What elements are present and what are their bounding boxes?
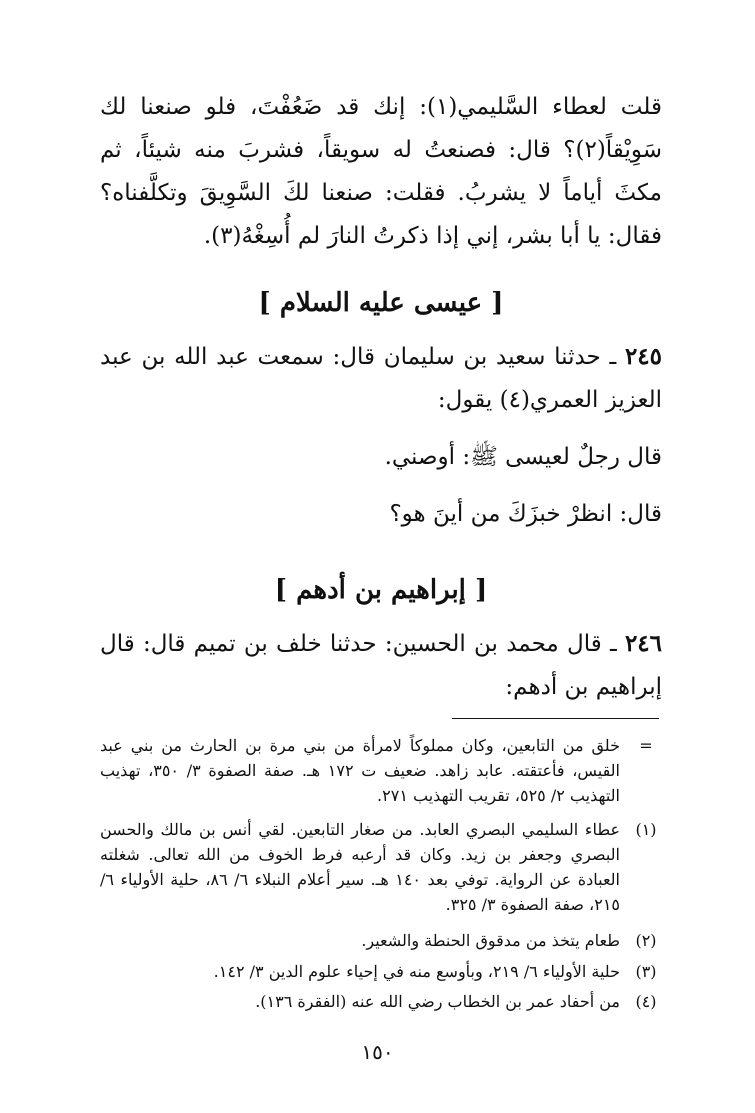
footnote-text: حلية الأولياء ٦/ ٢١٩، وبأوسع منه في إحياء علوم الدين ٣/ ١٤٢.: [213, 962, 620, 981]
hadith-245-line-3: قال: انظرْ خبزَكَ من أينَ هو؟: [389, 501, 662, 527]
footnote-text: طعام يتخذ من مدقوق الحنطة والشعير.: [361, 931, 620, 950]
paragraph-ata-sulaymi: قلت لعطاء السَّليمي(١): إنك قد ضَعُفْتَ، فلو صنعنا لك سَوِيْقاً(٢)؟ قال: فصنعتُ له سويقاً، فشربَ منه شيئاً، ثم مكثَ أياماً لا يشربُ. فقلت: صنعنا لكَ السَّوِيقَ وتكلَّفناه؟ فقال: يا أبا بشر، إني إذا ذكرتُ النارَ لم أُسِغْهُ(٣).: [100, 94, 662, 249]
footnote-1: [100, 817, 662, 917]
footnote-text: عطاء السليمي البصري العابد. من صغار التابعين. لقي أنس بن مالك والحسن البصري وجعفر بن زيد. وكان قد أرعبه فرط الخوف من الله تعالى. شغلته العبادة عن الرواية. توفي بعد ١٤٠ هـ. سير أعلام النبلاء ٦/ ٨٦، حلية الأولياء ٦/ ٢١٥، صفة الصفوة ٣/ ٣٢٥.: [100, 820, 620, 914]
hadith-number: ٢٤٦: [624, 630, 662, 657]
footnote-4: [100, 989, 662, 1014]
footnote-3: [100, 959, 662, 984]
hadith-number: ٢٤٥: [624, 343, 662, 370]
footnote-mark: (٤): [635, 992, 657, 1011]
footnote-mark: (٣): [635, 962, 657, 981]
footnote-text: من أحفاد عمر بن الخطاب رضي الله عنه (الفقرة ١٣٦).: [255, 992, 620, 1011]
section-heading-ibrahim: [ إبراهيم بن أدهم ]: [274, 575, 488, 605]
hadith-245-line-2: قال رجلٌ لعيسى ﷺ: أوصني.: [384, 444, 662, 470]
section-heading-isa: [ عيسى عليه السلام ]: [258, 288, 504, 318]
footnote-mark: (١): [635, 820, 657, 839]
footnote-separator: [452, 718, 659, 719]
footnote-2: [100, 928, 662, 953]
footnote-mark: =: [639, 736, 653, 755]
hadith-245: [100, 335, 662, 422]
hadith-text: ـ حدثنا سعيد بن سليمان قال: سمعت عبد الله بن عبد العزيز العمري(٤) يقول:: [100, 344, 662, 413]
footnote-continued: [100, 733, 662, 808]
footnote-mark: (٢): [635, 931, 657, 950]
footnote-text: خلق من التابعين، وكان مملوكاً لامرأة من بني مرة بن الحارث من بني عبد القيس، فأعتقته. عابد زاهد. ضعيف ت ١٧٢ هـ. صفة الصفوة ٣/ ٣٥٠، تهذيب التهذيب ٢/ ٥٢٥، تقريب التهذيب ٢٧١.: [100, 736, 620, 805]
hadith-246: [100, 622, 662, 709]
page-number: ١٥٠: [361, 1040, 394, 1064]
hadith-text: ـ قال محمد بن الحسين: حدثنا خلف بن تميم قال: قال إبراهيم بن أدهم:: [100, 631, 662, 700]
